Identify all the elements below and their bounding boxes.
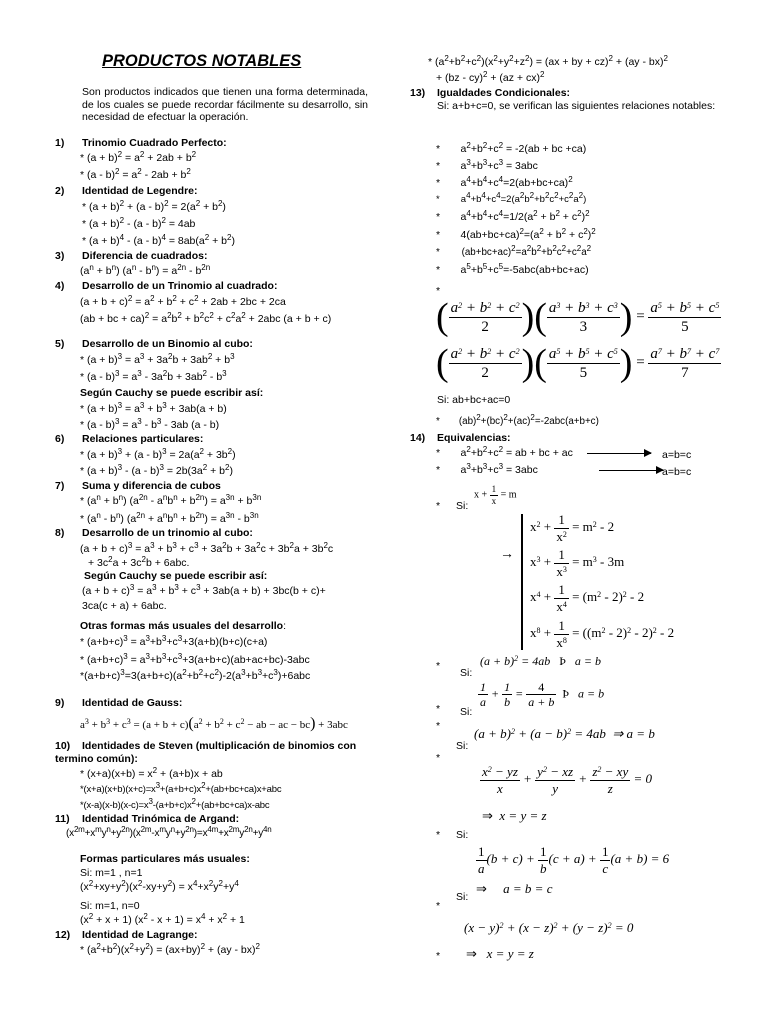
bullet: * bbox=[436, 752, 441, 764]
formula: * $a^5+b^5+c^5=-5abc(ab+bc+ac)$ bbox=[436, 262, 589, 276]
condition-formula: $(x - y)^2 + (x - z)^2 + (y - z)^2 = 0$ bbox=[464, 920, 634, 935]
formula: * (ab)$^2$+(bc)$^2$+(ac)$^2$=-2abc(a+b+c) bbox=[436, 413, 599, 427]
condition-formula: $\frac{x^2 - yz}{x}$ + $\frac{y^2 - xz}{y}$ + $\frac{z^2 - xy}{z}$ = 0 bbox=[482, 764, 652, 796]
formula: * $(a - b)^3 = a^3 - b^3 - 3ab$ (a - b) bbox=[80, 417, 220, 431]
formula: * $(a + b)^3 = a^3 + b^3 + 3ab(a + b)$ bbox=[80, 401, 227, 415]
formula: * $(a^n + b^n)$ $(a^{2n} - a^nb^n + b^{2n}) = a^{3n} + b^{3n}$ bbox=[80, 493, 262, 507]
formula: * $(x+a)(x+b) = x^2 + (a+b)x$ + ab bbox=[80, 766, 223, 780]
intro-paragraph: Son productos indicados que tienen una forma determinada, de los cuales se puede recordar fácilmente su desarrollo, sin necesidad de efectuar la operación. bbox=[82, 86, 368, 124]
result-formula: ⇒ x = y = z bbox=[482, 808, 547, 823]
section-5b-heading: Según Cauchy se puede escribir así: bbox=[80, 387, 264, 399]
result-formula: ⇒ x = y = z bbox=[466, 946, 534, 961]
bullet: * bbox=[436, 703, 441, 715]
bullet: * bbox=[436, 660, 441, 672]
formula: * $(a + b)^3 = a^3 + 3a^2b + 3ab^2 + b^3$ bbox=[80, 352, 235, 366]
formula: $x^2$ + $\frac{1}{x^2}$ = $m^2 - 2$ bbox=[530, 512, 615, 544]
formula: * $(a - b)^3 = a^3 - 3a^2b + 3ab^2 - b^3$ bbox=[80, 369, 227, 383]
condition-label: Si: bbox=[460, 706, 473, 718]
formula: * $(a+b+c)^3 = a^3+b^3+c^3+3(a+b)(b+c)(c+a)$ bbox=[80, 634, 268, 648]
formula: $*(a+b+c)^3=3(a+b+c)(a^2+b^2+c^2)-2(a^3+b^3+c^3)+6abc$ bbox=[80, 668, 311, 682]
formula: * $a^2+b^2+c^2 = -2(ab$ + bc +ca) bbox=[436, 141, 587, 155]
section-8c-heading: Otras formas más usuales del desarrollo: bbox=[80, 620, 287, 632]
condition-text: Si: ab+bc+ac=0 bbox=[437, 394, 511, 406]
section-11-heading: 11) Identidad Trinómica de Argand: bbox=[55, 813, 240, 825]
condition-formula: x + $\frac{1}{x}$ = m bbox=[474, 484, 517, 506]
section-1-heading: 1) Trinomio Cuadrado Perfecto: bbox=[55, 137, 227, 149]
arrow-right-icon: → bbox=[500, 545, 514, 561]
formula: * $(a^2+b^2)(x^2+y^2) = (ax+by)^2 + (ay - bx)^2$ bbox=[80, 942, 260, 956]
formula: * $a^4+b^4+c^4=2(a^2b^2+b^2c^2+c^2a^2)$ bbox=[436, 191, 587, 205]
condition-text: Si: m=1 , n=1 bbox=[80, 867, 143, 879]
formula: * $(a + b)^4 - (a - b)^4 = 8ab(a^2 + b^2)$ bbox=[82, 233, 235, 247]
arrow-right-icon bbox=[599, 470, 663, 471]
fraction-identity-2: ( $\frac{a^2 + b^2 + c^2}{2}$ )( $\frac{a^5 + b^5 + c^5}{5}$ ) = $\frac{a^7 + b^7 + c^7}{7}$ bbox=[436, 342, 720, 384]
formula: 3ca(c + a) + 6abc. bbox=[82, 600, 167, 612]
condition-label: Si: bbox=[456, 829, 469, 841]
result-formula: ⇒ a = b = c bbox=[476, 881, 553, 896]
equivalence-result: a=b=c bbox=[662, 466, 692, 478]
fraction-identity-1: ( $\frac{a^2 + b^2 + c^2}{2}$ )( $\frac{a^3 + b^3 + c^3}{3}$ ) = $\frac{a^5 + b^5 + c^5}{5}$ bbox=[436, 296, 720, 338]
formula: $(a^n + b^n)$ $(a^n - b^n) = a^{2n} - b^{2n}$ bbox=[80, 263, 211, 277]
condition-text: Si: m=1, n=0 bbox=[80, 900, 140, 912]
formula: $(a + b + c)^3 = a^3 + b^3 + c^3 + 3a^2b + 3a^2c + 3b^2a + 3b^2c$ bbox=[80, 541, 334, 555]
bullet: * bbox=[436, 500, 441, 512]
condition-label: Si: bbox=[460, 667, 473, 679]
formula: * $(a + b)^2 + (a - b)^2 = 2(a^2 + b^2)$ bbox=[82, 199, 226, 213]
formula: * $a^4+b^4+c^4=2(ab+bc+ca)^2$ bbox=[436, 175, 573, 189]
bracket-bar bbox=[521, 514, 523, 650]
bullet: * bbox=[436, 285, 441, 297]
section-9-heading: 9) Identidad de Gauss: bbox=[55, 697, 183, 709]
formula: $(x^2 + x + 1)$ $(x^2 - x + 1) = x^4 + x^2 + 1$ bbox=[80, 912, 245, 926]
formula: $a^3 + b^3 + c^3 = (a + b + c)(a^2 + b^2 + c^2$ − ab − ac − bc) + 3abc bbox=[80, 715, 348, 732]
section-8-heading: 8) Desarrollo de un trinomio al cubo: bbox=[55, 527, 253, 539]
formula: * $(a + b)^2 - (a - b)^2 = 4ab$ bbox=[82, 216, 196, 230]
formula: * $a^3+b^3+c^3 = 3abc$ bbox=[436, 158, 538, 172]
section-11b-heading: Formas particulares más usuales: bbox=[80, 853, 250, 865]
formula: * $(ab+bc+ac)^2=a^2b^2+b^2c^2+c^2a^2$ bbox=[436, 244, 592, 258]
formula: * $(a + b)^3 - (a - b)^3 = 2b(3a^2 + b^2)$ bbox=[80, 463, 233, 477]
section-5-heading: 5) Desarrollo de un Binomio al cubo: bbox=[55, 338, 253, 350]
equivalence-result: a=b=c bbox=[662, 449, 692, 461]
page-title: PRODUCTOS NOTABLES bbox=[102, 52, 302, 70]
equivalence-2: * $a^3+b^3+c^3 = 3abc$ bbox=[436, 464, 663, 477]
section-10-heading: 10) Identidades de Steven (multiplicación de binomios con termino común): bbox=[55, 740, 357, 765]
formula: $*(x-a)(x-b)(x-c)=x^3-(a+b+c)x^2+(ab+bc+ca)x$-abc bbox=[80, 797, 270, 811]
condition-label: Si: bbox=[456, 500, 469, 512]
formula: * $(a + b)^3 + (a - b)^3 = 2a(a^2 + 3b^2)$ bbox=[80, 447, 236, 461]
formula: $(x^2+xy+y^2)(x^2-xy+y^2) = x^4+x^2y^2+y^4$ bbox=[80, 879, 239, 893]
bullet: * bbox=[436, 900, 441, 912]
condition-label: Si: bbox=[456, 891, 469, 903]
formula: + (bz - cy)$^2$ + (az + cx)$^2$ bbox=[436, 70, 545, 84]
formula: * $a^4+b^4+c^4=1/2(a^2 + b^2 + c^2)^2$ bbox=[436, 209, 590, 223]
equivalence-1: * $a^2+b^2+c^2$ = ab + bc + ac bbox=[436, 447, 651, 460]
condition-formula: $\frac{1}{a}$ (b + c) + $\frac{1}{b}$ (c + a) + $\frac{1}{c}$ (a + b) = 6 bbox=[478, 844, 670, 876]
formula: $(x^{2m}+x^my^n+y^{2n})(x^{2m}-x^my^n+y^{2n})=x^{4m}+x^{2m}y^{2n}+y^{4n}$ bbox=[66, 825, 272, 839]
formula: * $(a+b+c)^3 = a^3+b^3+c^3+3(a+b+c)(ab+ac+bc)-3abc$ bbox=[80, 652, 310, 666]
section-13-description: Si: a+b+c=0, se verifican las siguientes relaciones notables: bbox=[437, 100, 716, 112]
section-12-heading: 12) Identidad de Lagrange: bbox=[55, 929, 198, 941]
formula: * $(a^n - b^n) (a^{2n} + a^nb^n + b^{2n}) = a^{3n} - b^{3n}$ bbox=[80, 511, 259, 525]
formula: $x^8$ + $\frac{1}{x^8}$ = $((m^2 - 2)^2 - 2)^2 - 2$ bbox=[530, 618, 675, 650]
section-4-heading: 4) Desarrollo de un Trinomio al cuadrado: bbox=[55, 280, 278, 292]
formula: * $(a + b)^2 = a^2 + 2ab + b^2$ bbox=[80, 150, 197, 164]
section-8b-heading: Según Cauchy se puede escribir así: bbox=[84, 570, 268, 582]
section-3-heading: 3) Diferencia de cuadrados: bbox=[55, 250, 208, 262]
section-13-heading: 13) Igualdades Condicionales: bbox=[410, 87, 571, 99]
condition-label: Si: bbox=[456, 740, 469, 752]
section-14-heading: 14) Equivalencias: bbox=[410, 432, 511, 444]
arrow-right-icon bbox=[587, 453, 651, 454]
condition-formula: $(a + b)^2 + (a - b)^2 = 4ab$ ⇒ a = b bbox=[474, 726, 655, 741]
bullet: * bbox=[436, 720, 441, 732]
formula: $x^4$ + $\frac{1}{x^4}$ = $(m^2 - 2)^2 - 2$ bbox=[530, 582, 645, 614]
formula: $*(x+a)(x+b)(x+c)=x^3+(a+b+c)x^2+(ab+bc+ca)x+abc$ bbox=[80, 781, 282, 795]
section-7-heading: 7) Suma y diferencia de cubos bbox=[55, 480, 221, 492]
condition-formula: $\frac{1}{a}$ + $\frac{1}{b}$ = $\frac{4}{a + b}$ Þ a = b bbox=[480, 680, 605, 710]
section-2-heading: 2) Identidad de Legendre: bbox=[55, 185, 198, 197]
formula: + $3c^2a + 3c^2b + 6abc$. bbox=[88, 555, 190, 569]
formula: * $4(ab+bc+ca)^2=(a^2 + b^2 + c^2)^2$ bbox=[436, 227, 596, 241]
section-6-heading: 6) Relaciones particulares: bbox=[55, 433, 204, 445]
formula: $x^3$ + $\frac{1}{x^3}$ = $m^3 - 3m$ bbox=[530, 547, 625, 579]
bullet: * bbox=[436, 829, 441, 841]
formula: * $(a^2+b^2+c^2)(x^2+y^2+z^2) = (ax$ + by + cz)$^2$ + (ay - bx)$^2$ bbox=[428, 54, 668, 68]
formula: $(a + b + c)^3 = a^3 + b^3 + c^3 + 3ab(a + b) + 3bc(b + c)+$ bbox=[82, 583, 326, 597]
condition-formula: $(a + b)^2 = 4ab$ Þ a = b bbox=[480, 654, 601, 668]
bullet: * bbox=[436, 950, 441, 962]
formula: (ab + bc + $ca)^2 = a^2b^2 + b^2c^2 + c^2a^2 + 2abc$ (a + b + c) bbox=[80, 311, 332, 325]
formula: $(a + b + c)^2 = a^2 + b^2 + c^2 + 2ab + 2bc + 2ca$ bbox=[80, 294, 286, 308]
formula: * $(a - b)^2 = a^2 - 2ab + b^2$ bbox=[80, 167, 191, 181]
